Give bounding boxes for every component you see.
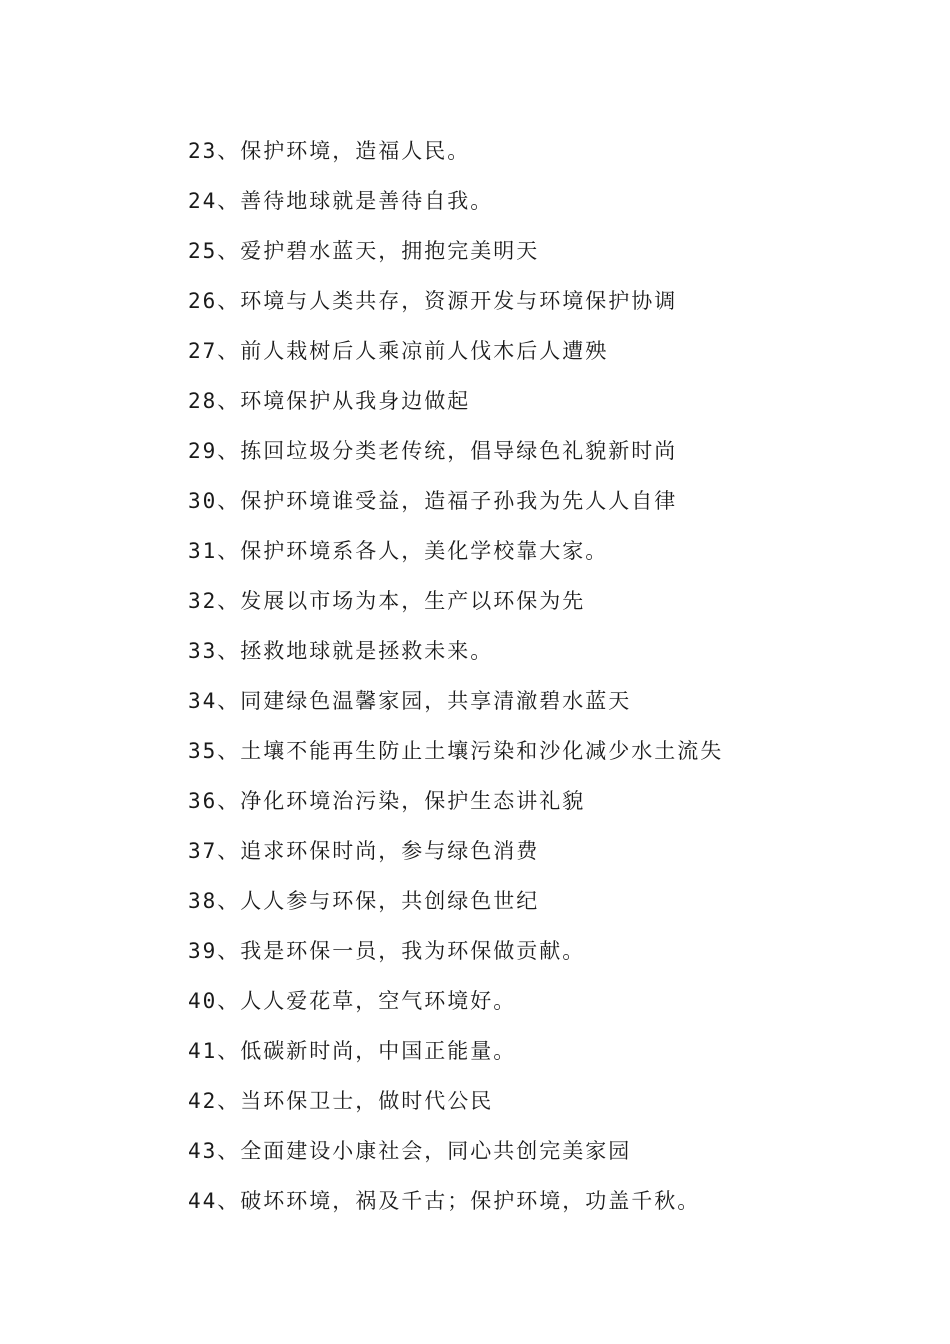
slogan-item-26: 26、环境与人类共存，资源开发与环境保护协调 [188, 289, 678, 313]
slogan-list [188, 134, 888, 1234]
slogan-item-23: 23、保护环境，造福人民。 [188, 139, 471, 163]
slogan-item-38: 38、人人参与环保，共创绿色世纪 [188, 889, 540, 913]
slogan-item-27: 27、前人栽树后人乘凉前人伐木后人遭殃 [188, 339, 609, 363]
slogan-item-36: 36、净化环境治污染，保护生态讲礼貌 [188, 789, 586, 813]
slogan-item-37: 37、追求环保时尚，参与绿色消费 [188, 839, 540, 863]
slogan-item-42: 42、当环保卫士，做时代公民 [188, 1089, 494, 1113]
slogan-item-35: 35、土壤不能再生防止土壤污染和沙化减少水土流失 [188, 739, 724, 763]
slogan-item-39: 39、我是环保一员，我为环保做贡献。 [188, 939, 586, 963]
slogan-item-30: 30、保护环境谁受益，造福子孙我为先人人自律 [188, 489, 678, 513]
slogan-item-31: 31、保护环境系各人，美化学校靠大家。 [188, 539, 609, 563]
slogan-item-29: 29、拣回垃圾分类老传统，倡导绿色礼貌新时尚 [188, 439, 678, 463]
slogan-item-28: 28、环境保护从我身边做起 [188, 389, 471, 413]
slogan-item-24: 24、善待地球就是善待自我。 [188, 189, 494, 213]
slogan-item-32: 32、发展以市场为本，生产以环保为先 [188, 589, 586, 613]
slogan-item-25: 25、爱护碧水蓝天，拥抱完美明天 [188, 239, 540, 263]
slogan-item-44: 44、破坏环境，祸及千古；保护环境，功盖千秋。 [188, 1189, 701, 1213]
slogan-item-43: 43、全面建设小康社会，同心共创完美家园 [188, 1139, 632, 1163]
slogan-item-41: 41、低碳新时尚，中国正能量。 [188, 1039, 517, 1063]
slogan-item-34: 34、同建绿色温馨家园，共享清澈碧水蓝天 [188, 689, 632, 713]
slogan-item-40: 40、人人爱花草，空气环境好。 [188, 989, 517, 1013]
slogan-item-33: 33、拯救地球就是拯救未来。 [188, 639, 494, 663]
